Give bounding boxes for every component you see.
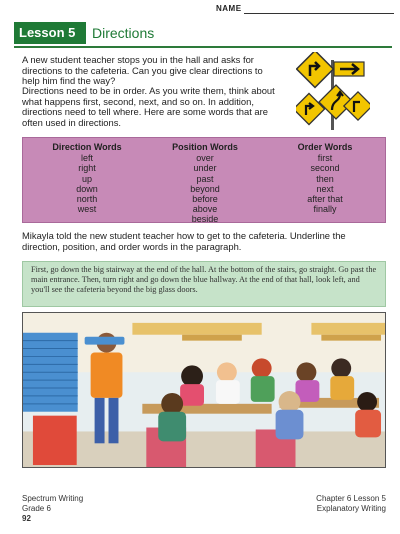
- directional-road-sign-icon: [296, 52, 370, 130]
- word: over: [196, 153, 214, 164]
- position-words-column: [155, 142, 255, 225]
- word: after that: [307, 194, 343, 205]
- word: then: [316, 173, 334, 184]
- cafeteria-scene-illustration: [22, 312, 386, 468]
- word: under: [193, 163, 217, 174]
- word: left: [80, 153, 93, 164]
- intro-paragraph-1: A new student teacher stops you in the hall and asks for directions to the cafeteria. Can you give clear directions to help him find the way?: [22, 54, 263, 87]
- footer-chapter-info: [316, 494, 386, 513]
- chapter-label: Chapter 6 Lesson 5: [316, 494, 386, 503]
- word: down: [76, 183, 98, 194]
- lesson-number-badge: Lesson 5: [14, 22, 86, 44]
- name-underline: [244, 13, 394, 14]
- word: second: [310, 163, 340, 174]
- word: west: [77, 204, 97, 215]
- column-header: Position Words: [172, 142, 238, 152]
- book-title: Spectrum Writing: [22, 494, 84, 503]
- topic-label: Explanatory Writing: [316, 503, 386, 513]
- name-field[interactable]: [216, 4, 394, 16]
- column-header: Order Words: [297, 142, 353, 152]
- direction-words-column: [37, 142, 137, 214]
- word: beside: [191, 214, 219, 225]
- word: up: [81, 173, 92, 184]
- word: right: [78, 163, 96, 174]
- word: finally: [313, 204, 337, 215]
- word: above: [192, 204, 218, 215]
- intro-paragraph-2: Directions need to be in order. As you write them, think about what happens first, second, next, and so on. In addition, directions need to tell where. Here are some words that are often used in directions.: [22, 85, 275, 128]
- order-words-column: [275, 142, 375, 214]
- word: past: [196, 173, 214, 184]
- lesson-title: Directions: [92, 25, 155, 41]
- word: first: [317, 153, 333, 164]
- word: next: [316, 183, 334, 194]
- footer-book-info: [22, 494, 83, 513]
- lesson-header: [14, 22, 392, 48]
- word: before: [192, 194, 218, 205]
- word-list-box: [22, 137, 386, 223]
- practice-paragraph[interactable]: First, go down the big stairway at the end of the hall. At the bottom of the stairs, go straight. Go past the main entrance. Then, turn right and go down the blue hallway. At the end of that hall, look left, and you'll see the cafeteria beyond the big glass doors.: [22, 261, 386, 307]
- word: beyond: [190, 183, 220, 194]
- name-label: NAME: [216, 4, 242, 13]
- word: north: [76, 194, 98, 205]
- grade-label: Grade 6: [22, 503, 51, 513]
- column-header: Direction Words: [52, 142, 122, 152]
- instruction-text: Mikayla told the new student teacher how to get to the cafeteria. Underline the direction, position, and order words in the paragraph.: [22, 230, 346, 252]
- page-number: 92: [22, 514, 31, 523]
